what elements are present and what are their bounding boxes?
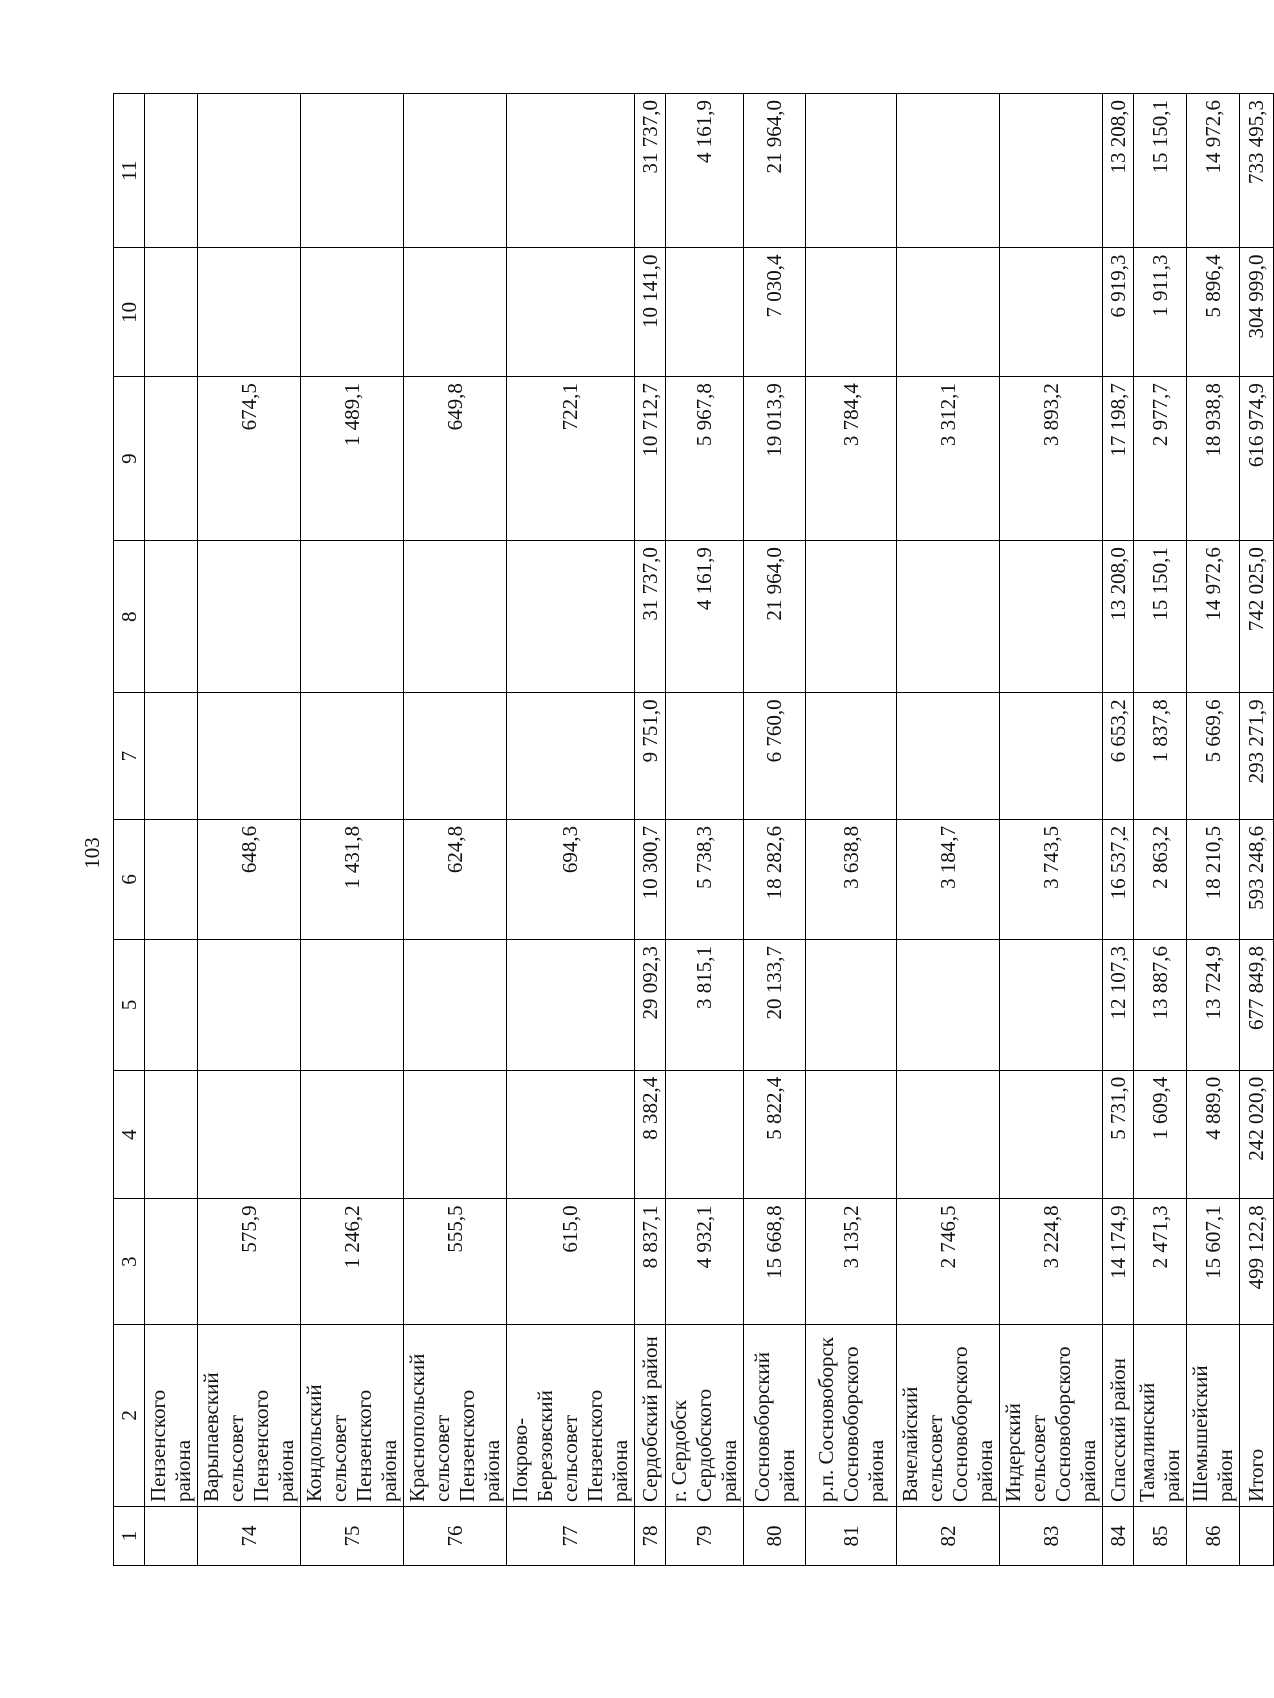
district-name-cell: Тамалинский район [1134, 1324, 1187, 1506]
table-row [806, 94, 897, 1566]
value-cell-11: 21 964,0 [744, 94, 806, 248]
value-cell-9: 2 977,7 [1134, 377, 1187, 541]
row-number-cell: 79 [666, 1507, 744, 1566]
district-name-cell: Шемышейский район [1187, 1324, 1240, 1506]
value-cell-7: 6 653,2 [1103, 693, 1134, 820]
value-cell-3: 8 837,1 [635, 1199, 666, 1324]
value-cell-10: 1 911,3 [1134, 248, 1187, 377]
value-cell-8: 4 161,9 [666, 541, 744, 693]
value-cell-6: 10 300,7 [635, 819, 666, 939]
value-cell-6: 1 431,8 [301, 819, 404, 939]
row-number-cell [1240, 1507, 1274, 1566]
table-row [897, 94, 1000, 1566]
value-cell-4: 5 822,4 [744, 1070, 806, 1199]
value-cell-7 [1000, 693, 1103, 820]
value-cell-6: 5 738,3 [666, 819, 744, 939]
value-cell-4 [897, 1070, 1000, 1199]
value-cell-4 [404, 1070, 507, 1199]
value-cell-8 [301, 541, 404, 693]
value-cell-3: 3 224,8 [1000, 1199, 1103, 1324]
value-cell-4 [1000, 1070, 1103, 1199]
value-cell-8 [198, 541, 301, 693]
value-cell-9: 674,5 [198, 377, 301, 541]
value-cell-4: 5 731,0 [1103, 1070, 1134, 1199]
value-cell-7 [301, 693, 404, 820]
value-cell-9: 19 013,9 [744, 377, 806, 541]
value-cell-5: 20 133,7 [744, 939, 806, 1070]
header-cell: 10 [114, 248, 145, 377]
row-number-cell: 81 [806, 1507, 897, 1566]
row-number-cell: 74 [198, 1507, 301, 1566]
value-cell-7: 1 837,8 [1134, 693, 1187, 820]
district-name-cell: Итого [1240, 1324, 1274, 1506]
value-cell-3: 575,9 [198, 1199, 301, 1324]
empty-cell [145, 1070, 198, 1199]
budget-table [113, 93, 1274, 1566]
continuation-row [145, 94, 198, 1566]
value-cell-8: 14 972,6 [1187, 541, 1240, 693]
value-cell-10 [198, 248, 301, 377]
district-name-cell: Спасский район [1103, 1324, 1134, 1506]
empty-cell [145, 939, 198, 1070]
header-row [114, 94, 145, 1566]
value-cell-9: 3 784,4 [806, 377, 897, 541]
value-cell-9: 17 198,7 [1103, 377, 1134, 541]
header-cell: 5 [114, 939, 145, 1070]
value-cell-8: 15 150,1 [1134, 541, 1187, 693]
value-cell-9: 5 967,8 [666, 377, 744, 541]
value-cell-6: 2 863,2 [1134, 819, 1187, 939]
value-cell-7 [666, 693, 744, 820]
value-cell-3: 15 668,8 [744, 1199, 806, 1324]
value-cell-3: 14 174,9 [1103, 1199, 1134, 1324]
page-number: 103 [80, 837, 104, 869]
value-cell-7 [806, 693, 897, 820]
value-cell-11 [1000, 94, 1103, 248]
district-name-cell: Сердобский район [635, 1324, 666, 1506]
value-cell-10 [666, 248, 744, 377]
district-name-cell: Вачелайский сельсовет Сосновоборского района [897, 1324, 1000, 1506]
value-cell-5 [507, 939, 635, 1070]
value-cell-11: 13 208,0 [1103, 94, 1134, 248]
value-cell-5 [301, 939, 404, 1070]
value-cell-10 [404, 248, 507, 377]
value-cell-5: 3 815,1 [666, 939, 744, 1070]
empty-cell [145, 94, 198, 248]
empty-cell [145, 819, 198, 939]
value-cell-5: 12 107,3 [1103, 939, 1134, 1070]
value-cell-6: 3 638,8 [806, 819, 897, 939]
value-cell-4 [198, 1070, 301, 1199]
empty-cell [145, 248, 198, 377]
value-cell-5 [1000, 939, 1103, 1070]
value-cell-10: 304 999,0 [1240, 248, 1274, 377]
table-row [744, 94, 806, 1566]
value-cell-11 [507, 94, 635, 248]
value-cell-9: 649,8 [404, 377, 507, 541]
value-cell-8: 742 025,0 [1240, 541, 1274, 693]
row-number-cell: 84 [1103, 1507, 1134, 1566]
value-cell-6: 694,3 [507, 819, 635, 939]
district-name-cell: Сосновоборский район [744, 1324, 806, 1506]
district-name-cell: Индерский сельсовет Сосновоборского района [1000, 1324, 1103, 1506]
row-number-cell: 80 [744, 1507, 806, 1566]
value-cell-3: 615,0 [507, 1199, 635, 1324]
table-row [1103, 94, 1134, 1566]
empty-cell [145, 693, 198, 820]
header-cell: 1 [114, 1507, 145, 1566]
row-number-cell: 78 [635, 1507, 666, 1566]
value-cell-11: 733 495,3 [1240, 94, 1274, 248]
value-cell-6: 624,8 [404, 819, 507, 939]
value-cell-9: 722,1 [507, 377, 635, 541]
value-cell-3: 499 122,8 [1240, 1199, 1274, 1324]
district-name-cell: Краснопольский сельсовет Пензенского района [404, 1324, 507, 1506]
value-cell-5 [897, 939, 1000, 1070]
value-cell-7: 293 271,9 [1240, 693, 1274, 820]
value-cell-3: 555,5 [404, 1199, 507, 1324]
district-name-cell: Пензенского района [145, 1324, 198, 1506]
value-cell-11 [198, 94, 301, 248]
table-row [635, 94, 666, 1566]
value-cell-6: 16 537,2 [1103, 819, 1134, 939]
row-number-cell: 85 [1134, 1507, 1187, 1566]
table-row [507, 94, 635, 1566]
value-cell-7 [507, 693, 635, 820]
header-cell: 11 [114, 94, 145, 248]
row-number-cell [145, 1507, 198, 1566]
row-number-cell: 83 [1000, 1507, 1103, 1566]
value-cell-8 [806, 541, 897, 693]
value-cell-10: 5 896,4 [1187, 248, 1240, 377]
value-cell-10 [301, 248, 404, 377]
value-cell-3: 2 471,3 [1134, 1199, 1187, 1324]
district-name-cell: Покрово-Березовский сельсовет Пензенского района [507, 1324, 635, 1506]
district-name-cell: г. Сердобск Сердобского района [666, 1324, 744, 1506]
header-cell: 2 [114, 1324, 145, 1506]
row-number-cell: 86 [1187, 1507, 1240, 1566]
value-cell-7: 6 760,0 [744, 693, 806, 820]
value-cell-8 [897, 541, 1000, 693]
table-row [666, 94, 744, 1566]
value-cell-4 [806, 1070, 897, 1199]
value-cell-11 [301, 94, 404, 248]
value-cell-9: 1 489,1 [301, 377, 404, 541]
value-cell-6: 18 210,5 [1187, 819, 1240, 939]
header-cell: 3 [114, 1199, 145, 1324]
value-cell-7: 5 669,6 [1187, 693, 1240, 820]
value-cell-11: 4 161,9 [666, 94, 744, 248]
value-cell-11: 14 972,6 [1187, 94, 1240, 248]
value-cell-10: 6 919,3 [1103, 248, 1134, 377]
table-row [301, 94, 404, 1566]
value-cell-9: 616 974,9 [1240, 377, 1274, 541]
empty-cell [145, 377, 198, 541]
table-row [1134, 94, 1187, 1566]
header-cell: 4 [114, 1070, 145, 1199]
value-cell-4: 242 020,0 [1240, 1070, 1274, 1199]
value-cell-10 [1000, 248, 1103, 377]
value-cell-8: 21 964,0 [744, 541, 806, 693]
value-cell-7 [404, 693, 507, 820]
value-cell-11 [404, 94, 507, 248]
value-cell-4: 1 609,4 [1134, 1070, 1187, 1199]
value-cell-7 [198, 693, 301, 820]
value-cell-6: 18 282,6 [744, 819, 806, 939]
value-cell-4: 8 382,4 [635, 1070, 666, 1199]
value-cell-3: 4 932,1 [666, 1199, 744, 1324]
value-cell-4 [666, 1070, 744, 1199]
value-cell-10: 7 030,4 [744, 248, 806, 377]
value-cell-3: 2 746,5 [897, 1199, 1000, 1324]
value-cell-5: 677 849,8 [1240, 939, 1274, 1070]
value-cell-9: 3 893,2 [1000, 377, 1103, 541]
value-cell-5: 29 092,3 [635, 939, 666, 1070]
value-cell-11: 31 737,0 [635, 94, 666, 248]
value-cell-5 [404, 939, 507, 1070]
table-row [198, 94, 301, 1566]
table-rotated-container [113, 93, 1268, 1566]
district-name-cell: р.п. Сосновоборск Сосновоборского района [806, 1324, 897, 1506]
value-cell-5 [198, 939, 301, 1070]
table-row [1000, 94, 1103, 1566]
empty-cell [145, 541, 198, 693]
value-cell-4 [507, 1070, 635, 1199]
header-cell: 7 [114, 693, 145, 820]
value-cell-3: 15 607,1 [1187, 1199, 1240, 1324]
row-number-cell: 76 [404, 1507, 507, 1566]
value-cell-11: 15 150,1 [1134, 94, 1187, 248]
district-name-cell: Варыпаевский сельсовет Пензенского района [198, 1324, 301, 1506]
value-cell-9: 10 712,7 [635, 377, 666, 541]
row-number-cell: 82 [897, 1507, 1000, 1566]
value-cell-11 [806, 94, 897, 248]
value-cell-8 [507, 541, 635, 693]
row-number-cell: 75 [301, 1507, 404, 1566]
value-cell-7: 9 751,0 [635, 693, 666, 820]
value-cell-6: 3 184,7 [897, 819, 1000, 939]
value-cell-6: 648,6 [198, 819, 301, 939]
value-cell-8 [404, 541, 507, 693]
value-cell-9: 18 938,8 [1187, 377, 1240, 541]
table-row [1187, 94, 1240, 1566]
value-cell-6: 593 248,6 [1240, 819, 1274, 939]
table-row [404, 94, 507, 1566]
value-cell-3: 1 246,2 [301, 1199, 404, 1324]
value-cell-10 [806, 248, 897, 377]
header-cell: 8 [114, 541, 145, 693]
value-cell-9: 3 312,1 [897, 377, 1000, 541]
header-cell: 9 [114, 377, 145, 541]
empty-cell [145, 1199, 198, 1324]
value-cell-10: 10 141,0 [635, 248, 666, 377]
value-cell-10 [897, 248, 1000, 377]
value-cell-11 [897, 94, 1000, 248]
value-cell-8: 31 737,0 [635, 541, 666, 693]
value-cell-5: 13 887,6 [1134, 939, 1187, 1070]
value-cell-8 [1000, 541, 1103, 693]
header-cell: 6 [114, 819, 145, 939]
total-row [1240, 94, 1274, 1566]
value-cell-5: 13 724,9 [1187, 939, 1240, 1070]
value-cell-8: 13 208,0 [1103, 541, 1134, 693]
district-name-cell: Кондольский сельсовет Пензенского района [301, 1324, 404, 1506]
value-cell-3: 3 135,2 [806, 1199, 897, 1324]
value-cell-4 [301, 1070, 404, 1199]
value-cell-6: 3 743,5 [1000, 819, 1103, 939]
value-cell-4: 4 889,0 [1187, 1070, 1240, 1199]
value-cell-10 [507, 248, 635, 377]
row-number-cell: 77 [507, 1507, 635, 1566]
value-cell-7 [897, 693, 1000, 820]
value-cell-5 [806, 939, 897, 1070]
